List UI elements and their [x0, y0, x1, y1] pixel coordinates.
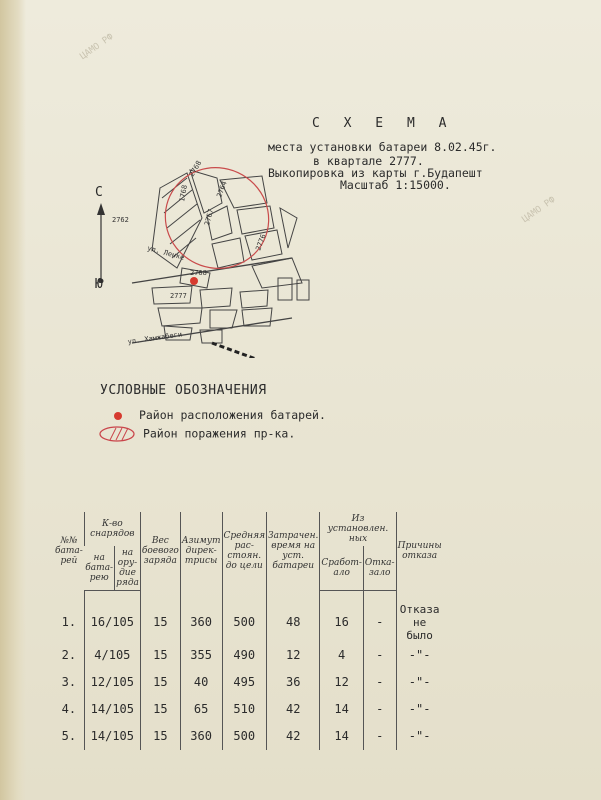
street-label: ул. Ленке	[146, 244, 186, 262]
cell-ammo: 16/105	[84, 591, 140, 642]
impact-zone-icon	[98, 425, 136, 443]
map-block-label: 2768	[190, 269, 207, 277]
cell-charge: 15	[140, 669, 180, 696]
cell-charge: 15	[140, 591, 180, 642]
map-block	[280, 208, 297, 248]
map-block	[200, 288, 232, 308]
map-block-label: 2764	[215, 180, 229, 199]
subtitle-line-1: места установки батареи 8.02.45г.	[268, 140, 497, 154]
cell-num: 4.	[61, 702, 77, 716]
legend-title: УСЛОВНЫЕ ОБОЗНАЧЕНИЯ	[100, 383, 267, 398]
header-distance: Средняя рас-стоян. до цели	[222, 512, 267, 591]
cell-azimuth: 40	[180, 669, 222, 696]
battery-position-dot	[190, 277, 198, 285]
cell-num: 1.	[61, 615, 77, 629]
legend-item-battery	[114, 408, 326, 422]
cell-time: 48	[267, 591, 320, 642]
street-label: ул. Хамжабеги	[127, 330, 183, 346]
header-time: Затрачен. время на уст. батареи	[267, 512, 320, 591]
header-ammo: К-во снарядов	[84, 512, 140, 546]
legend-label-battery: Район расположения батарей.	[138, 408, 326, 422]
cell-azimuth: 65	[180, 696, 222, 723]
cell-distance: 510	[222, 696, 267, 723]
cell-azimuth: 360	[180, 723, 222, 750]
cell-reason: Отказа не было	[396, 591, 443, 642]
cell-distance: 490	[222, 642, 267, 669]
cell-failed: -	[363, 591, 396, 642]
cell-azimuth: 360	[180, 591, 222, 642]
cell-time: 42	[267, 723, 320, 750]
table-row	[54, 723, 443, 750]
table-row	[54, 591, 443, 642]
cell-distance: 500	[222, 591, 267, 642]
cell-time: 12	[267, 642, 320, 669]
map-block-label: 2777	[170, 292, 187, 300]
header-num: №№ бата-рей	[55, 536, 83, 567]
header-ammo-gun: на ору-дие ряда	[115, 546, 141, 591]
header-ammo-battery: на бата-рею	[84, 546, 114, 591]
map-block-label: 1768	[178, 184, 189, 203]
header-guns: Из установлен. ных	[320, 512, 396, 546]
cell-fired: 14	[320, 723, 364, 750]
compass-south-label: Ю	[95, 277, 103, 292]
map-block-label: 2768	[187, 159, 204, 178]
cell-time: 42	[267, 696, 320, 723]
map-block	[158, 308, 202, 326]
cell-failed: -	[363, 642, 396, 669]
cell-ammo: 4/105	[84, 642, 140, 669]
cell-num: 5.	[61, 729, 77, 743]
header-failed: Отка-зало	[363, 546, 396, 591]
subtitle-line-2: в квартале 2777.	[313, 154, 424, 168]
cell-ammo: 14/105	[84, 696, 140, 723]
battery-dot-icon	[114, 412, 122, 420]
map-block	[240, 290, 268, 308]
cell-azimuth: 355	[180, 642, 222, 669]
cell-failed: -	[363, 696, 396, 723]
map-block	[278, 278, 292, 300]
legend-label-impact: Район поражения пр-ка.	[142, 426, 296, 441]
header-fired: Сработ-ало	[320, 546, 364, 591]
compass-north-label: С	[95, 185, 103, 200]
impact-zone-ellipse	[149, 158, 286, 285]
subtitle-line-4: Масштаб 1:15000.	[340, 178, 451, 192]
watermark: ЦАМО РФ	[78, 32, 116, 62]
cell-fired: 4	[320, 642, 364, 669]
cell-reason: -"-	[396, 696, 443, 723]
map-block	[210, 310, 237, 328]
cell-fired: 12	[320, 669, 364, 696]
table-row	[54, 696, 443, 723]
scheme-title: С Х Е М А	[312, 116, 455, 131]
map-block-label: 2767	[203, 208, 216, 227]
table-row	[54, 642, 443, 669]
cell-charge: 15	[140, 696, 180, 723]
cell-time: 36	[267, 669, 320, 696]
cell-reason: -"-	[396, 669, 443, 696]
cell-failed: -	[363, 723, 396, 750]
cell-failed: -	[363, 669, 396, 696]
map-block-label: 2776	[254, 233, 268, 252]
cell-num: 3.	[61, 675, 77, 689]
cell-distance: 500	[222, 723, 267, 750]
cell-charge: 15	[140, 723, 180, 750]
watermark: ЦАМО РФ	[520, 195, 558, 225]
table-row	[54, 669, 443, 696]
map-block-label: 2762	[112, 216, 129, 224]
cell-ammo: 14/105	[84, 723, 140, 750]
battery-table	[54, 512, 443, 750]
cell-reason: -"-	[396, 723, 443, 750]
cell-distance: 495	[222, 669, 267, 696]
header-reasons: Причины отказа	[396, 512, 443, 591]
cell-ammo: 12/105	[84, 669, 140, 696]
cell-num: 2.	[61, 648, 77, 662]
header-azimuth: Азимут дирек-трисы	[180, 512, 222, 591]
cell-fired: 16	[320, 591, 364, 642]
city-block-map	[92, 158, 332, 358]
header-charge: Вес боевого заряда	[140, 512, 180, 591]
cell-charge: 15	[140, 642, 180, 669]
legend-item-impact	[98, 425, 295, 443]
cell-reason: -"-	[396, 642, 443, 669]
subtitle-line-3: Выкопировка из карты г.Будапешт	[268, 166, 483, 180]
cell-fired: 14	[320, 696, 364, 723]
